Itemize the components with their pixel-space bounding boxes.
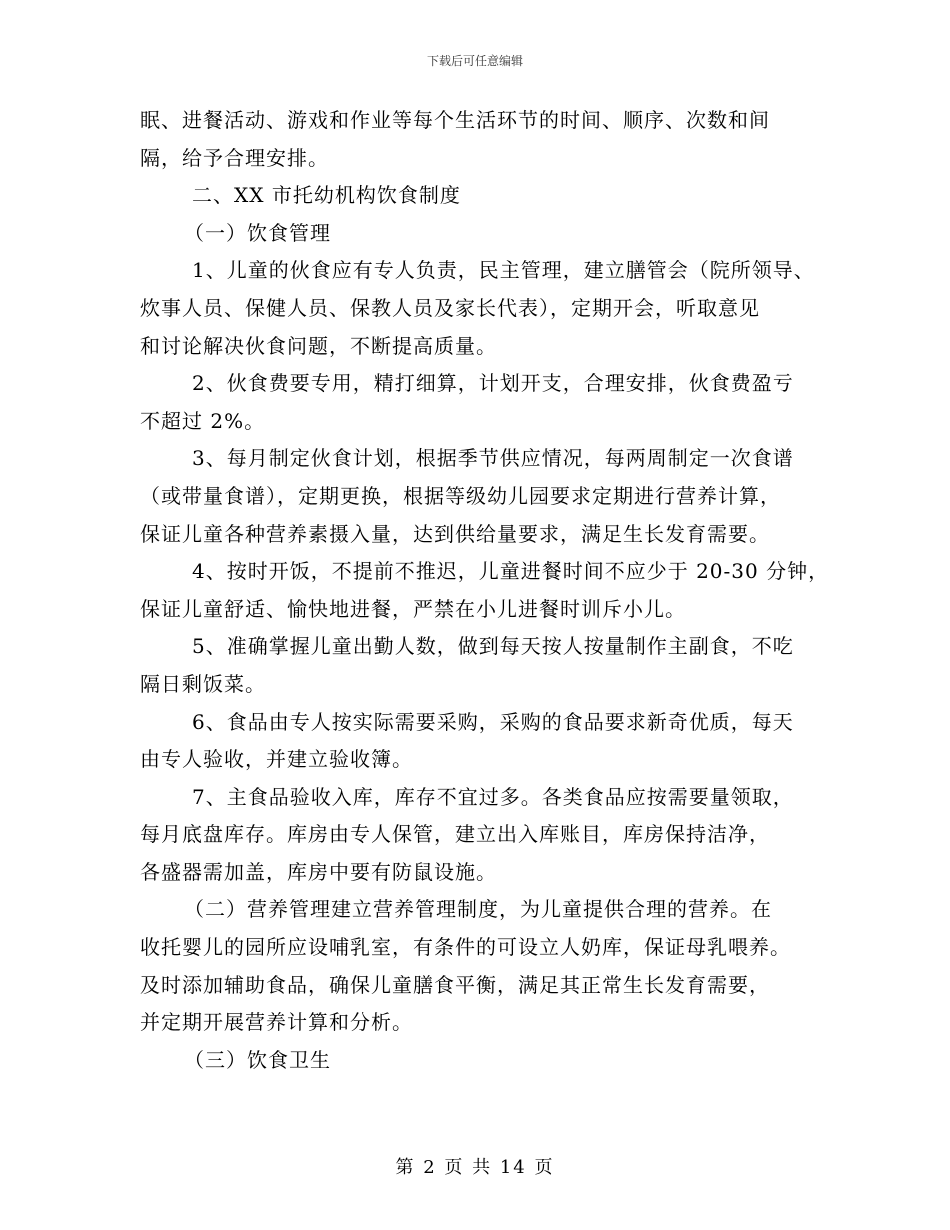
- paragraph-line: 和讨论解决伙食问题，不断提高质量。: [140, 333, 497, 358]
- paragraph-line: 眠、进餐活动、游戏和作业等每个生活环节的时间、顺序、次数和间: [140, 108, 770, 132]
- subsection-paragraph: （二）营养管理建立营养管理制度，为儿童提供合理的营养。在: [184, 897, 772, 922]
- paragraph-line: 1、儿童的伙食应有专人负责，民主管理，建立膳管会（院所领导、: [192, 258, 815, 283]
- paragraph-line: 2、伙食费要专用，精打细算，计划开支，合理安排，伙食费盈亏: [192, 371, 794, 396]
- paragraph-line: 5、准确掌握儿童出勤人数，做到每天按人按量制作主副食，不吃: [192, 634, 794, 659]
- paragraph-line: 由专人验收，并建立验收簿。: [140, 747, 413, 772]
- page-header: 下载后可任意编辑: [426, 54, 523, 68]
- subsection-heading: （三）饮食卫生: [184, 1047, 331, 1072]
- paragraph-line: 并定期开展营养计算和分析。: [140, 1010, 413, 1035]
- subsection-heading: （一）饮食管理: [184, 220, 331, 245]
- paragraph-line: （或带量食谱），定期更换，根据等级幼儿园要求定期进行营养计算，: [140, 483, 781, 508]
- paragraph-line: 7、主食品验收入库，库存不宜过多。各类食品应按需要量领取，: [192, 784, 794, 809]
- paragraph-line: 隔，给予合理安排。: [140, 145, 329, 170]
- paragraph-line: 每月底盘库存。库房由专人保管，建立出入库账目，库房保持洁净，: [140, 822, 770, 847]
- paragraph-line: 炊事人员、保健人员、保教人员及家长代表），定期开会，听取意见: [140, 295, 760, 320]
- section-heading: 二、XX 市托幼机构饮食制度: [192, 183, 461, 208]
- paragraph-line: 4、按时开饭，不提前不推迟，儿童进餐时间不应少于 20-30 分钟，: [192, 559, 830, 584]
- paragraph-line: 保证儿童舒适、愉快地进餐，严禁在小儿进餐时训斥小儿。: [140, 596, 686, 621]
- paragraph-line: 隔日剩饭菜。: [140, 671, 266, 696]
- paragraph-line: 及时添加辅助食品，确保儿童膳食平衡，满足其正常生长发育需要，: [140, 972, 770, 997]
- paragraph-line: 6、食品由专人按实际需要采购，采购的食品要求新奇优质，每天: [192, 709, 794, 734]
- paragraph-line: 收托婴儿的园所应设哺乳室，有条件的可设立人奶库，保证母乳喂养。: [140, 935, 791, 960]
- page-footer: 第 2 页 共 14 页: [395, 1157, 555, 1178]
- paragraph-line: 不超过 2%。: [140, 408, 266, 433]
- paragraph-line: 保证儿童各种营养素摄入量，达到供给量要求，满足生长发育需要。: [140, 521, 770, 546]
- document-body: [140, 102, 830, 1079]
- paragraph-line: 各盛器需加盖，库房中要有防鼠设施。: [140, 859, 497, 884]
- paragraph-line: 3、每月制定伙食计划，根据季节供应情况，每两周制定一次食谱: [192, 446, 794, 471]
